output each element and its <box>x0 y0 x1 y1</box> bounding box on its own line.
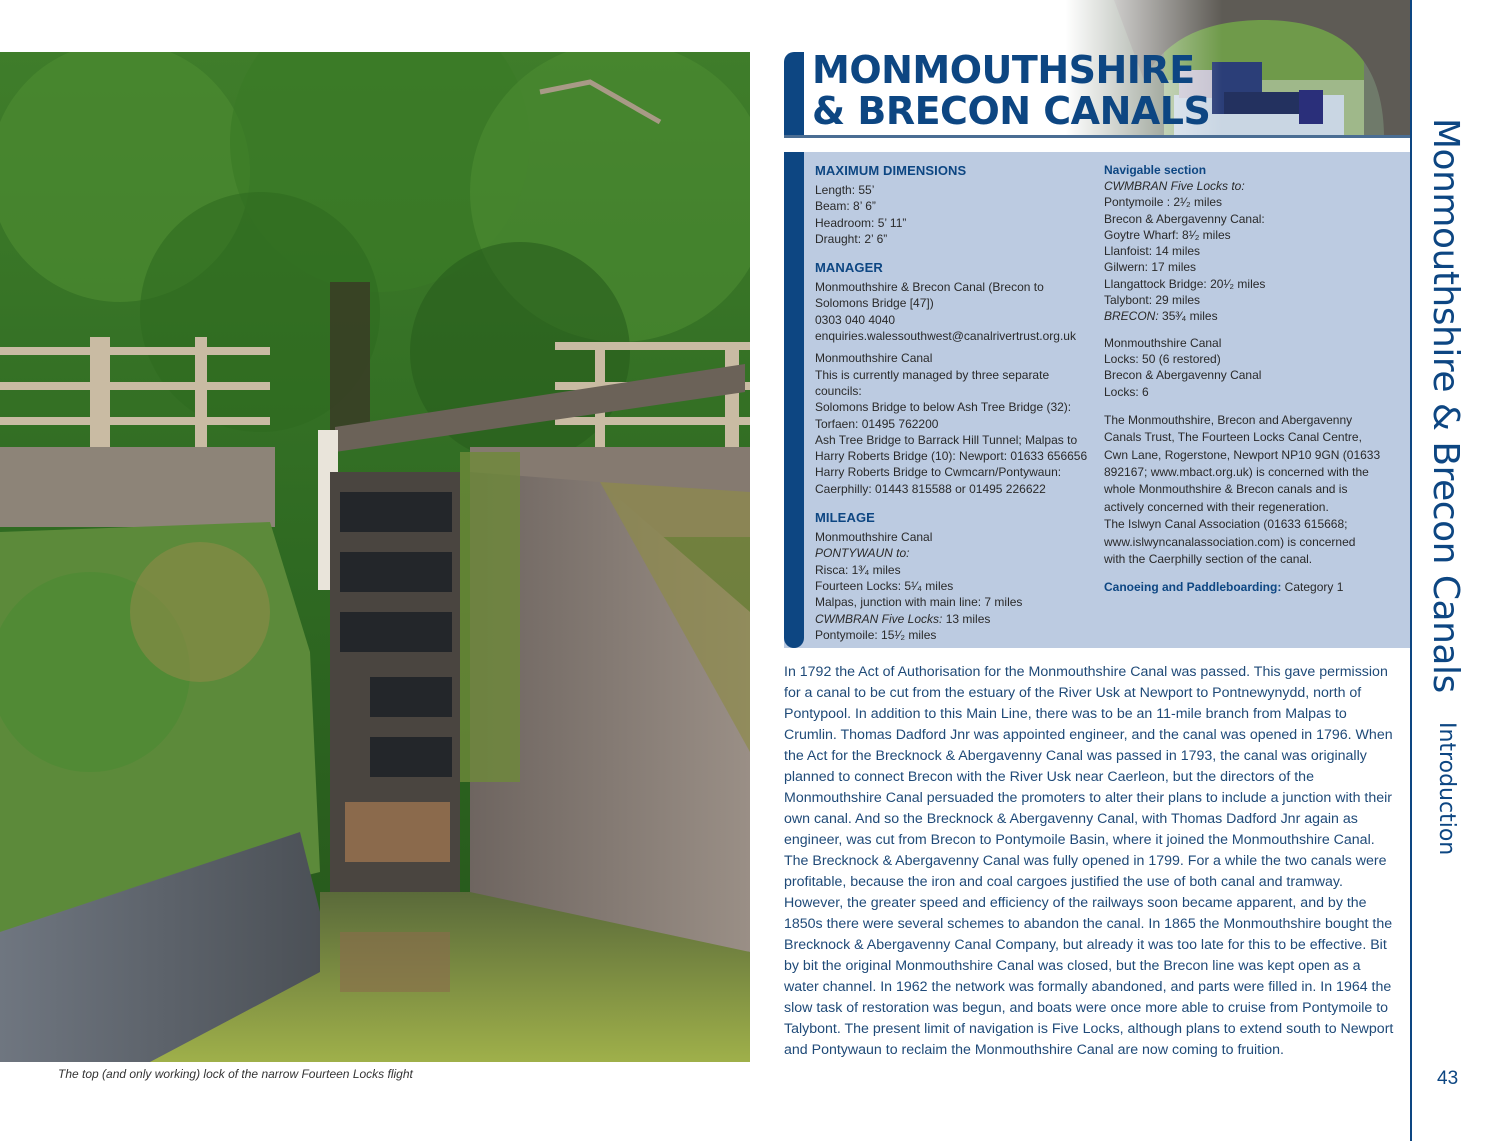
manager-line: Harry Roberts Bridge to Cwmcarn/Pontywaun: <box>815 465 1062 480</box>
title-underline <box>784 135 1410 138</box>
locks-section <box>1104 335 1399 400</box>
canoeing-section <box>1104 579 1399 595</box>
max-dimensions-section <box>815 162 1100 247</box>
manager-email: enquiries.walessouthwest@canalrivertrust.org.uk <box>815 329 1076 344</box>
trust-line: The Islwyn Canal Association (01633 615668; <box>1104 517 1348 532</box>
navigable-line: Gilwern: 17 miles <box>1104 260 1197 275</box>
manager-line: Torfaen: 01495 762200 <box>815 416 939 431</box>
title-line-2: & BRECON CANALS <box>812 89 1211 133</box>
canoeing-label: Canoeing and Paddleboarding: <box>1104 579 1282 594</box>
running-title: Monmouthshire & Brecon Canals <box>1425 118 1466 693</box>
trust-line: with the Caerphilly section of the canal. <box>1104 552 1313 567</box>
info-column-right <box>1104 162 1399 603</box>
mileage-line: Malpas, junction with main line: 7 miles <box>815 595 1023 610</box>
mileage-section <box>815 509 1100 643</box>
lock-photo <box>0 52 750 1062</box>
info-column-left <box>815 162 1100 651</box>
manager-phone: 0303 040 4040 <box>815 312 896 327</box>
manager-line: Solomons Bridge [47]) <box>815 296 934 311</box>
navigable-line: Llanfoist: 14 miles <box>1104 244 1201 259</box>
manager-line: Ash Tree Bridge to Barrack Hill Tunnel; Malpas to <box>815 432 1078 447</box>
mileage-line: Risca: 1³⁄₄ miles <box>815 562 901 577</box>
page-title <box>812 50 1210 132</box>
lock-photo-illustration <box>0 52 750 1062</box>
mileage-line: Monmouthshire Canal <box>815 530 933 545</box>
dimension-length: Length: 55’ <box>815 183 875 197</box>
mileage-place: CWMBRAN Five Locks: <box>815 611 943 626</box>
manager-line: Harry Roberts Bridge (10): Newport: 01633 656656 <box>815 449 1088 464</box>
manager-line: Monmouthshire & Brecon Canal (Brecon to <box>815 280 1044 295</box>
manager-section <box>815 259 1100 497</box>
dimension-beam: Beam: 8’ 6” <box>815 199 876 214</box>
margin-rule <box>1410 0 1412 1141</box>
manager-heading: MANAGER <box>815 260 883 276</box>
manager-line: This is currently managed by three separate <box>815 367 1050 382</box>
navigable-line: Talybont: 29 miles <box>1104 293 1201 308</box>
max-dimensions-heading: MAXIMUM DIMENSIONS <box>815 163 967 178</box>
mileage-line: Fourteen Locks: 5¹⁄₄ miles <box>815 578 954 593</box>
trust-section <box>1104 412 1399 569</box>
navigable-place: BRECON: <box>1104 309 1159 324</box>
mileage-line: Pontymoile: 15¹⁄₂ miles <box>815 627 937 642</box>
page-number: 43 <box>1437 1068 1459 1089</box>
trust-line: actively concerned with their regeneration. <box>1104 499 1329 514</box>
mileage-line <box>815 611 1100 627</box>
title-accent-bar <box>784 52 804 138</box>
manager-block-1 <box>815 279 1100 344</box>
trust-line: Canals Trust, The Fourteen Locks Canal Centre, <box>1104 430 1362 445</box>
canoeing-value: Category 1 <box>1281 579 1344 594</box>
manager-block-2 <box>815 350 1100 497</box>
photo-caption: The top (and only working) lock of the narrow Fourteen Locks flight <box>58 1067 413 1081</box>
trust-line: The Monmouthshire, Brecon and Abergavenny <box>1104 412 1353 427</box>
navigable-line: Brecon & Abergavenny Canal: <box>1104 211 1265 226</box>
trust-line: www.islwyncanalassociation.com) is concerned <box>1104 534 1356 549</box>
manager-line: councils: <box>815 383 862 398</box>
mileage-distance: 13 miles <box>942 611 991 626</box>
navigable-heading: Navigable section <box>1104 163 1207 177</box>
navigable-line <box>1104 308 1399 324</box>
mileage-line: PONTYWAUN to: <box>815 546 910 561</box>
navigable-line: Goytre Wharf: 8¹⁄₂ miles <box>1104 227 1231 242</box>
mileage-heading: MILEAGE <box>815 510 875 526</box>
trust-line: whole Monmouthshire & Brecon canals and is <box>1104 482 1348 497</box>
title-line-1: MONMOUTHSHIRE <box>812 48 1195 92</box>
manager-line: Monmouthshire Canal <box>815 351 933 366</box>
locks-line: Locks: 6 <box>1104 384 1149 399</box>
trust-line: 892167; www.mbact.org.uk) is concerned with the <box>1104 465 1369 480</box>
manager-line: Caerphilly: 01443 815588 or 01495 226622 <box>815 481 1046 496</box>
navigable-distance: 35³⁄₄ miles <box>1158 309 1218 324</box>
intro-paragraph: In 1792 the Act of Authorisation for the Monmouthshire Canal was passed. This gave permission for a canal to be cut from the estuary of the River Usk at Newport to Pontnewynydd, north of Pontypool. In addition to this Main Line, there was to be an 11-mile branch from Malpas to Crumlin. Thomas Dadford Jnr was appointed engineer, and the canal was opened in 1796. When the Act for the Brecknock & Abergavenny Canal was passed in 1793, the canal was originally planned to connect Brecon with the River Usk near Caerleon, but the directors of the Monmouthshire Canal persuaded the promoters to alter their plans to include a junction with their own canal. And so the Brecknock & Abergavenny Canal, with Thomas Dadford Jnr again as engineer, was cut from Brecon to Pontymoile Basin, where it joined the Monmouthshire Canal. The Brecknock & Abergavenny Canal was fully opened in 1799. For a while the two canals were profitable, because the iron and coal cargoes justified the use of both canal and tramway. However, the greater speed and efficiency of the railways soon became apparent, and by the 1850s there were several schemes to abandon the canal. In 1865 the Monmouthshire bought the Brecknock & Abergavenny Canal Company, but already it was too late for this to be effective. Bit by bit the original Monmouthshire Canal was closed, but the Brecon line was kept open as a water channel. In 1962 the network was formally abandoned, and parts were filled in. In 1964 the slow task of restoration was begun, and boats were once more able to cruise from Pontymoile to Talybont. The present limit of navigation is Five Locks, although plans to extend south to Newport and Pontywaun to reclaim the Monmouthshire Canal are now coming to fruition. <box>784 664 1394 1058</box>
locks-line: Monmouthshire Canal <box>1104 335 1222 350</box>
navigable-line: Pontymoile : 2¹⁄₂ miles <box>1104 195 1223 210</box>
navigable-line: CWMBRAN Five Locks to: <box>1104 179 1245 193</box>
info-panel-accent-bar <box>784 152 804 648</box>
manager-line: Solomons Bridge to below Ash Tree Bridge (32): <box>815 400 1072 415</box>
dimension-draught: Draught: 2’ 6” <box>815 231 888 246</box>
navigable-section <box>1104 162 1399 325</box>
locks-line: Locks: 50 (6 restored) <box>1104 351 1221 366</box>
navigable-line: Llangattock Bridge: 20¹⁄₂ miles <box>1104 276 1266 291</box>
section-label: Introduction <box>1434 722 1459 856</box>
trust-line: Cwn Lane, Rogerstone, Newport NP10 9GN (01633 <box>1104 447 1381 462</box>
dimension-headroom: Headroom: 5’ 11” <box>815 215 907 230</box>
locks-line: Brecon & Abergavenny Canal <box>1104 368 1262 383</box>
